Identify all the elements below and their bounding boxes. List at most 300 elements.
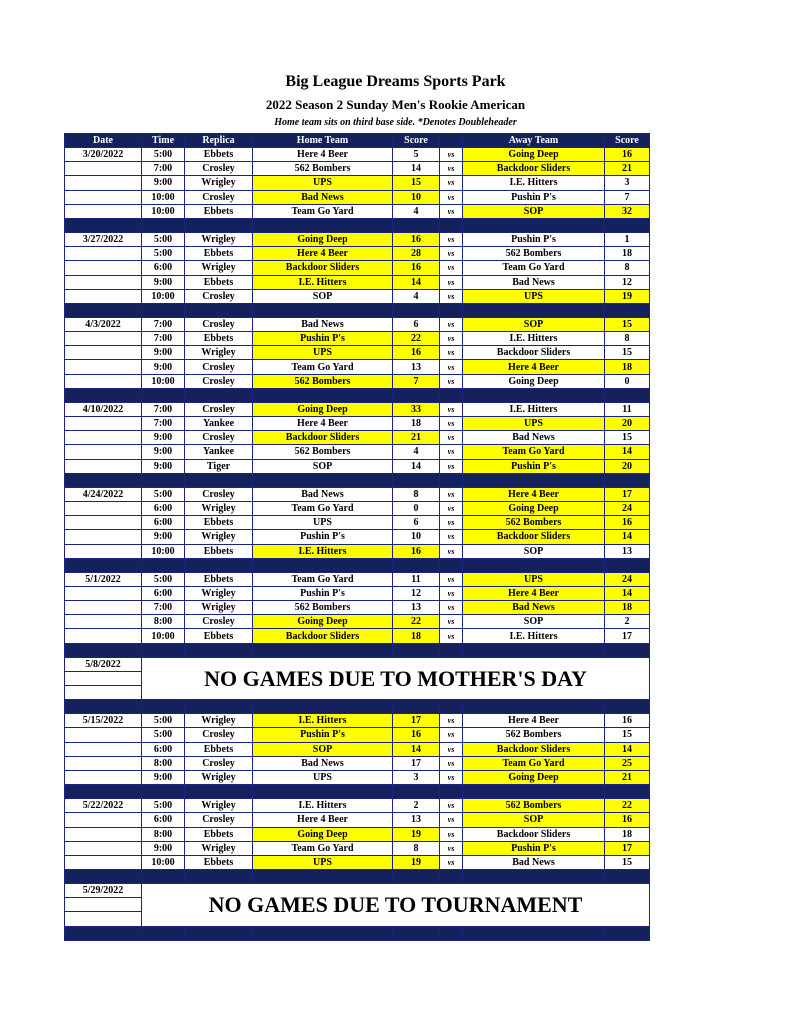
separator-cell [463, 303, 605, 317]
home-team-cell: UPS [253, 855, 393, 869]
separator-cell [393, 785, 440, 799]
home-score-cell: 16 [393, 261, 440, 275]
time-cell: 9:00 [142, 275, 185, 289]
game-row [65, 247, 650, 261]
separator-cell [440, 870, 463, 884]
replica-cell: Ebbets [185, 742, 253, 756]
home-score-cell: 14 [393, 459, 440, 473]
vs-cell: vs [440, 841, 463, 855]
time-cell: 9:00 [142, 431, 185, 445]
replica-cell: Crosley [185, 402, 253, 416]
separator-cell [142, 870, 185, 884]
date-cell [65, 827, 142, 841]
separator-cell [393, 218, 440, 232]
replica-cell: Ebbets [185, 516, 253, 530]
replica-cell: Ebbets [185, 572, 253, 586]
replica-cell: Crosley [185, 615, 253, 629]
replica-cell: Ebbets [185, 332, 253, 346]
vs-cell: vs [440, 162, 463, 176]
replica-cell: Wrigley [185, 176, 253, 190]
date-cell: 4/24/2022 [65, 487, 142, 501]
separator-cell [142, 700, 185, 714]
replica-cell: Crosley [185, 756, 253, 770]
separator-cell [65, 926, 142, 940]
game-row [65, 714, 650, 728]
separator-cell [605, 473, 650, 487]
away-team-cell: Bad News [463, 855, 605, 869]
away-score-cell: 24 [605, 501, 650, 515]
separator-cell [185, 473, 253, 487]
date-cell: 5/29/2022 [65, 884, 142, 898]
time-cell: 5:00 [142, 487, 185, 501]
vs-cell: vs [440, 544, 463, 558]
date-cell [65, 686, 142, 700]
home-team-cell: Team Go Yard [253, 501, 393, 515]
away-team-cell: Backdoor Sliders [463, 530, 605, 544]
game-row [65, 756, 650, 770]
away-team-cell: Backdoor Sliders [463, 742, 605, 756]
date-cell [65, 346, 142, 360]
separator-cell [605, 700, 650, 714]
home-team-cell: Pushin P's [253, 728, 393, 742]
replica-cell: Tiger [185, 459, 253, 473]
separator-cell [463, 700, 605, 714]
vs-cell: vs [440, 813, 463, 827]
away-team-cell: I.E. Hitters [463, 402, 605, 416]
separator-cell [185, 643, 253, 657]
separator-cell [440, 218, 463, 232]
vs-cell: vs [440, 317, 463, 331]
vs-cell: vs [440, 275, 463, 289]
separator-cell [440, 473, 463, 487]
away-score-cell: 0 [605, 374, 650, 388]
home-team-cell: Here 4 Beer [253, 148, 393, 162]
time-cell: 8:00 [142, 756, 185, 770]
game-row [65, 742, 650, 756]
home-score-cell: 13 [393, 601, 440, 615]
replica-cell: Crosley [185, 360, 253, 374]
separator-cell [185, 870, 253, 884]
away-score-cell: 8 [605, 332, 650, 346]
game-row [65, 232, 650, 246]
away-score-cell: 24 [605, 572, 650, 586]
date-cell [65, 770, 142, 784]
vs-cell: vs [440, 728, 463, 742]
game-row [65, 572, 650, 586]
date-cell: 3/27/2022 [65, 232, 142, 246]
separator-cell [185, 218, 253, 232]
date-cell [65, 671, 142, 685]
home-team-cell: 562 Bombers [253, 601, 393, 615]
home-score-cell: 0 [393, 501, 440, 515]
separator-cell [463, 870, 605, 884]
banner-row [65, 657, 650, 671]
vs-cell: vs [440, 827, 463, 841]
vs-cell: vs [440, 332, 463, 346]
away-team-cell: Here 4 Beer [463, 714, 605, 728]
week-separator [65, 785, 650, 799]
home-score-cell: 4 [393, 204, 440, 218]
week-separator [65, 700, 650, 714]
away-score-cell: 15 [605, 728, 650, 742]
game-row [65, 261, 650, 275]
time-cell: 7:00 [142, 317, 185, 331]
home-score-cell: 16 [393, 728, 440, 742]
home-score-cell: 4 [393, 289, 440, 303]
replica-cell: Crosley [185, 813, 253, 827]
separator-cell [65, 388, 142, 402]
away-score-cell: 32 [605, 204, 650, 218]
vs-cell: vs [440, 148, 463, 162]
game-row [65, 813, 650, 827]
replica-cell: Wrigley [185, 501, 253, 515]
separator-cell [65, 700, 142, 714]
replica-cell: Wrigley [185, 714, 253, 728]
away-score-cell: 21 [605, 770, 650, 784]
away-team-cell: SOP [463, 615, 605, 629]
away-score-cell: 14 [605, 586, 650, 600]
page-subtitle: 2022 Season 2 Sunday Men's Rookie American [265, 97, 526, 112]
home-team-cell: Team Go Yard [253, 572, 393, 586]
separator-cell [65, 303, 142, 317]
separator-cell [253, 473, 393, 487]
vs-cell: vs [440, 289, 463, 303]
col-home-score: Score [393, 134, 440, 148]
time-cell: 8:00 [142, 615, 185, 629]
home-score-cell: 16 [393, 544, 440, 558]
replica-cell: Ebbets [185, 148, 253, 162]
away-score-cell: 20 [605, 417, 650, 431]
date-cell [65, 629, 142, 643]
date-cell [65, 841, 142, 855]
away-team-cell: Going Deep [463, 374, 605, 388]
no-games-banner: NO GAMES DUE TO TOURNAMENT [142, 884, 650, 927]
away-score-cell: 14 [605, 530, 650, 544]
away-team-cell: UPS [463, 417, 605, 431]
date-cell [65, 190, 142, 204]
game-row [65, 190, 650, 204]
time-cell: 5:00 [142, 572, 185, 586]
replica-cell: Crosley [185, 431, 253, 445]
game-row [65, 601, 650, 615]
away-team-cell: SOP [463, 317, 605, 331]
date-cell [65, 742, 142, 756]
separator-cell [142, 785, 185, 799]
away-team-cell: UPS [463, 572, 605, 586]
away-score-cell: 14 [605, 742, 650, 756]
separator-cell [463, 473, 605, 487]
home-score-cell: 16 [393, 232, 440, 246]
separator-cell [185, 558, 253, 572]
vs-cell: vs [440, 431, 463, 445]
away-team-cell: I.E. Hitters [463, 176, 605, 190]
away-team-cell: Pushin P's [463, 841, 605, 855]
home-team-cell: UPS [253, 176, 393, 190]
replica-cell: Wrigley [185, 530, 253, 544]
date-cell [65, 176, 142, 190]
separator-cell [440, 643, 463, 657]
separator-cell [393, 473, 440, 487]
time-cell: 10:00 [142, 374, 185, 388]
home-score-cell: 10 [393, 190, 440, 204]
replica-cell: Ebbets [185, 544, 253, 558]
away-team-cell: SOP [463, 813, 605, 827]
away-team-cell: SOP [463, 204, 605, 218]
separator-cell [605, 643, 650, 657]
away-score-cell: 15 [605, 855, 650, 869]
away-team-cell: Backdoor Sliders [463, 162, 605, 176]
separator-cell [440, 700, 463, 714]
home-team-cell: Backdoor Sliders [253, 629, 393, 643]
home-team-cell: Going Deep [253, 615, 393, 629]
home-team-cell: SOP [253, 289, 393, 303]
date-cell [65, 332, 142, 346]
week-separator [65, 558, 650, 572]
time-cell: 8:00 [142, 827, 185, 841]
game-row [65, 827, 650, 841]
away-score-cell: 15 [605, 346, 650, 360]
separator-cell [605, 218, 650, 232]
home-score-cell: 19 [393, 827, 440, 841]
separator-cell [393, 926, 440, 940]
away-team-cell: Here 4 Beer [463, 586, 605, 600]
date-cell [65, 855, 142, 869]
home-score-cell: 12 [393, 586, 440, 600]
replica-cell: Crosley [185, 289, 253, 303]
home-score-cell: 11 [393, 572, 440, 586]
date-cell [65, 912, 142, 926]
time-cell: 10:00 [142, 289, 185, 303]
date-cell [65, 813, 142, 827]
page-title: Big League Dreams Sports Park [285, 73, 506, 90]
week-separator [65, 218, 650, 232]
header-row [65, 134, 650, 148]
vs-cell: vs [440, 402, 463, 416]
away-team-cell: Backdoor Sliders [463, 827, 605, 841]
away-score-cell: 14 [605, 445, 650, 459]
vs-cell: vs [440, 855, 463, 869]
home-team-cell: I.E. Hitters [253, 714, 393, 728]
vs-cell: vs [440, 530, 463, 544]
time-cell: 7:00 [142, 601, 185, 615]
vs-cell: vs [440, 176, 463, 190]
date-cell [65, 374, 142, 388]
vs-cell: vs [440, 417, 463, 431]
away-score-cell: 15 [605, 431, 650, 445]
date-cell [65, 544, 142, 558]
date-cell [65, 275, 142, 289]
game-row [65, 487, 650, 501]
vs-cell: vs [440, 247, 463, 261]
game-row [65, 360, 650, 374]
time-cell: 10:00 [142, 204, 185, 218]
home-score-cell: 17 [393, 756, 440, 770]
date-cell [65, 204, 142, 218]
vs-cell: vs [440, 261, 463, 275]
away-score-cell: 17 [605, 487, 650, 501]
away-score-cell: 3 [605, 176, 650, 190]
vs-cell: vs [440, 572, 463, 586]
date-cell [65, 586, 142, 600]
replica-cell: Wrigley [185, 770, 253, 784]
home-score-cell: 13 [393, 813, 440, 827]
separator-cell [463, 643, 605, 657]
time-cell: 10:00 [142, 544, 185, 558]
away-score-cell: 21 [605, 162, 650, 176]
date-cell [65, 162, 142, 176]
home-team-cell: Bad News [253, 756, 393, 770]
away-score-cell: 8 [605, 261, 650, 275]
replica-cell: Yankee [185, 445, 253, 459]
time-cell: 5:00 [142, 728, 185, 742]
home-team-cell: Pushin P's [253, 586, 393, 600]
home-score-cell: 18 [393, 629, 440, 643]
week-separator [65, 388, 650, 402]
home-team-cell: Bad News [253, 487, 393, 501]
game-row [65, 289, 650, 303]
separator-cell [185, 700, 253, 714]
home-team-cell: Going Deep [253, 402, 393, 416]
game-row [65, 445, 650, 459]
game-row [65, 148, 650, 162]
game-row [65, 346, 650, 360]
date-cell: 5/22/2022 [65, 799, 142, 813]
home-score-cell: 4 [393, 445, 440, 459]
home-team-cell: Pushin P's [253, 332, 393, 346]
vs-cell: vs [440, 714, 463, 728]
week-separator [65, 303, 650, 317]
game-row [65, 417, 650, 431]
away-score-cell: 15 [605, 317, 650, 331]
replica-cell: Ebbets [185, 204, 253, 218]
game-row [65, 516, 650, 530]
vs-cell: vs [440, 190, 463, 204]
vs-cell: vs [440, 487, 463, 501]
home-team-cell: Here 4 Beer [253, 813, 393, 827]
away-team-cell: 562 Bombers [463, 516, 605, 530]
away-score-cell: 2 [605, 615, 650, 629]
home-team-cell: SOP [253, 742, 393, 756]
game-row [65, 799, 650, 813]
vs-cell: vs [440, 770, 463, 784]
game-row [65, 402, 650, 416]
separator-cell [253, 218, 393, 232]
away-score-cell: 18 [605, 601, 650, 615]
away-score-cell: 17 [605, 841, 650, 855]
time-cell: 9:00 [142, 530, 185, 544]
separator-cell [253, 388, 393, 402]
home-score-cell: 6 [393, 317, 440, 331]
home-score-cell: 14 [393, 162, 440, 176]
away-score-cell: 1 [605, 232, 650, 246]
replica-cell: Crosley [185, 317, 253, 331]
home-team-cell: 562 Bombers [253, 162, 393, 176]
separator-cell [463, 926, 605, 940]
separator-cell [65, 558, 142, 572]
home-score-cell: 8 [393, 487, 440, 501]
separator-cell [65, 218, 142, 232]
replica-cell: Wrigley [185, 601, 253, 615]
game-row [65, 317, 650, 331]
away-score-cell: 18 [605, 360, 650, 374]
vs-cell: vs [440, 586, 463, 600]
home-score-cell: 22 [393, 332, 440, 346]
home-team-cell: Going Deep [253, 827, 393, 841]
separator-cell [463, 218, 605, 232]
away-team-cell: Bad News [463, 431, 605, 445]
home-team-cell: I.E. Hitters [253, 275, 393, 289]
time-cell: 5:00 [142, 714, 185, 728]
time-cell: 9:00 [142, 176, 185, 190]
separator-cell [253, 700, 393, 714]
game-row [65, 374, 650, 388]
home-team-cell: Pushin P's [253, 530, 393, 544]
away-score-cell: 22 [605, 799, 650, 813]
time-cell: 5:00 [142, 148, 185, 162]
separator-cell [185, 785, 253, 799]
game-row [65, 544, 650, 558]
separator-cell [253, 785, 393, 799]
time-cell: 5:00 [142, 232, 185, 246]
time-cell: 7:00 [142, 417, 185, 431]
replica-cell: Ebbets [185, 629, 253, 643]
home-team-cell: Bad News [253, 190, 393, 204]
date-cell [65, 898, 142, 912]
separator-cell [393, 700, 440, 714]
replica-cell: Crosley [185, 190, 253, 204]
vs-cell: vs [440, 445, 463, 459]
away-team-cell: Pushin P's [463, 459, 605, 473]
home-team-cell: Team Go Yard [253, 360, 393, 374]
game-row [65, 615, 650, 629]
week-separator [65, 926, 650, 940]
time-cell: 7:00 [142, 332, 185, 346]
schedule-table [64, 133, 650, 941]
home-team-cell: Here 4 Beer [253, 247, 393, 261]
home-team-cell: Here 4 Beer [253, 417, 393, 431]
week-separator [65, 473, 650, 487]
home-team-cell: 562 Bombers [253, 374, 393, 388]
date-cell: 4/10/2022 [65, 402, 142, 416]
away-team-cell: Going Deep [463, 501, 605, 515]
separator-cell [253, 870, 393, 884]
time-cell: 5:00 [142, 799, 185, 813]
separator-cell [440, 303, 463, 317]
col-home-team: Home Team [253, 134, 393, 148]
replica-cell: Wrigley [185, 586, 253, 600]
home-score-cell: 19 [393, 855, 440, 869]
separator-cell [440, 785, 463, 799]
separator-cell [393, 388, 440, 402]
game-row [65, 176, 650, 190]
separator-cell [142, 558, 185, 572]
away-team-cell: Team Go Yard [463, 445, 605, 459]
date-cell [65, 530, 142, 544]
home-score-cell: 14 [393, 742, 440, 756]
away-team-cell: Team Go Yard [463, 756, 605, 770]
game-row [65, 431, 650, 445]
home-team-cell: Backdoor Sliders [253, 431, 393, 445]
replica-cell: Crosley [185, 374, 253, 388]
home-score-cell: 5 [393, 148, 440, 162]
schedule-body [65, 148, 650, 941]
replica-cell: Yankee [185, 417, 253, 431]
separator-cell [142, 926, 185, 940]
home-score-cell: 17 [393, 714, 440, 728]
separator-cell [440, 926, 463, 940]
away-score-cell: 12 [605, 275, 650, 289]
time-cell: 6:00 [142, 501, 185, 515]
